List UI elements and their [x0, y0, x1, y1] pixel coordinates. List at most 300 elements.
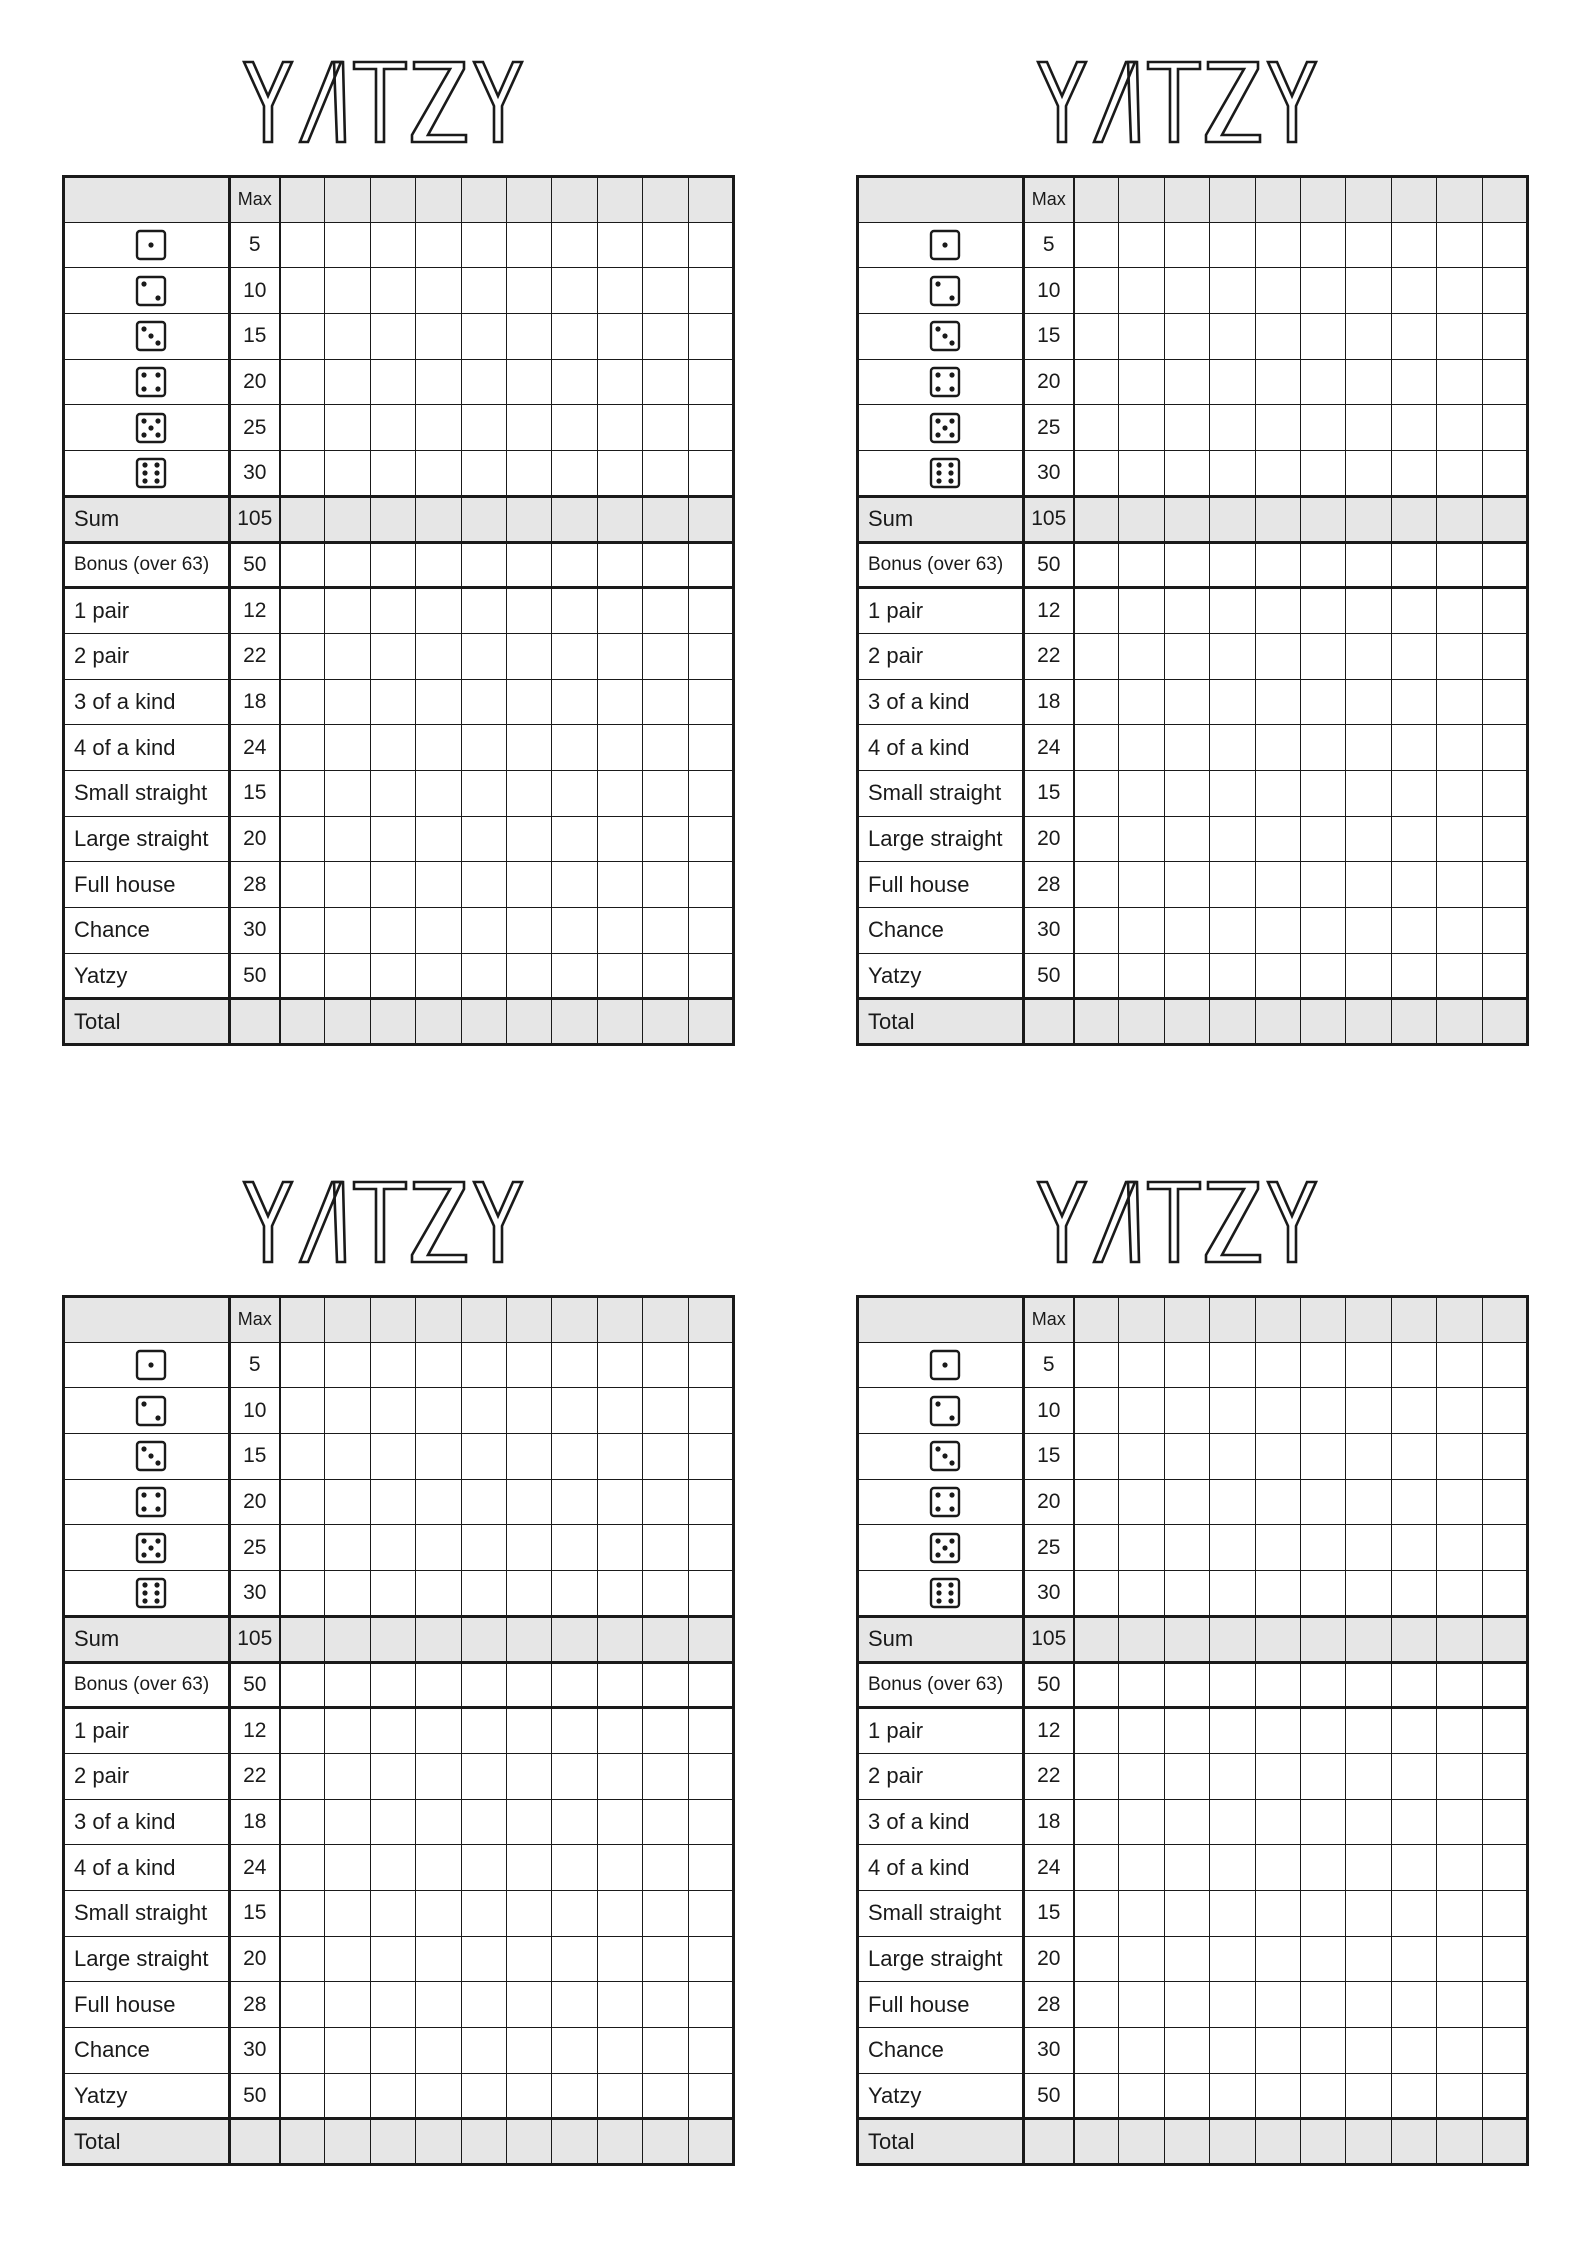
- score-cell[interactable]: [1255, 1708, 1300, 1754]
- score-cell[interactable]: [506, 588, 551, 634]
- score-cell[interactable]: [597, 908, 642, 954]
- score-cell[interactable]: [1164, 1342, 1209, 1388]
- score-cell[interactable]: [643, 862, 688, 908]
- score-cell[interactable]: [1482, 1388, 1527, 1434]
- score-cell[interactable]: [280, 725, 325, 771]
- score-cell[interactable]: [461, 1479, 506, 1525]
- score-cell[interactable]: [1300, 999, 1345, 1045]
- score-cell[interactable]: [597, 359, 642, 405]
- score-cell[interactable]: [416, 1982, 461, 2028]
- score-cell[interactable]: [597, 1616, 642, 1662]
- score-cell[interactable]: [1437, 314, 1482, 360]
- score-cell[interactable]: [1346, 1297, 1391, 1343]
- score-cell[interactable]: [1437, 862, 1482, 908]
- score-cell[interactable]: [325, 1799, 370, 1845]
- score-cell[interactable]: [597, 1662, 642, 1708]
- score-cell[interactable]: [688, 496, 733, 542]
- score-cell[interactable]: [1119, 770, 1164, 816]
- score-cell[interactable]: [1300, 2028, 1345, 2074]
- score-cell[interactable]: [1437, 1434, 1482, 1480]
- score-cell[interactable]: [1437, 222, 1482, 268]
- score-cell[interactable]: [1300, 1342, 1345, 1388]
- score-cell[interactable]: [1482, 633, 1527, 679]
- score-cell[interactable]: [370, 908, 415, 954]
- score-cell[interactable]: [1119, 268, 1164, 314]
- score-cell[interactable]: [325, 1342, 370, 1388]
- score-cell[interactable]: [597, 542, 642, 588]
- score-cell[interactable]: [1164, 1662, 1209, 1708]
- score-cell[interactable]: [461, 1434, 506, 1480]
- score-cell[interactable]: [1300, 542, 1345, 588]
- score-cell[interactable]: [416, 999, 461, 1045]
- score-cell[interactable]: [280, 496, 325, 542]
- score-cell[interactable]: [1391, 588, 1436, 634]
- score-cell[interactable]: [1437, 542, 1482, 588]
- score-cell[interactable]: [1300, 268, 1345, 314]
- score-cell[interactable]: [1074, 314, 1119, 360]
- score-cell[interactable]: [506, 1434, 551, 1480]
- score-cell[interactable]: [1391, 1479, 1436, 1525]
- score-cell[interactable]: [325, 314, 370, 360]
- score-cell[interactable]: [325, 2028, 370, 2074]
- score-cell[interactable]: [1300, 1434, 1345, 1480]
- score-cell[interactable]: [552, 314, 597, 360]
- score-cell[interactable]: [1346, 542, 1391, 588]
- score-cell[interactable]: [1119, 725, 1164, 771]
- score-cell[interactable]: [416, 588, 461, 634]
- score-cell[interactable]: [597, 451, 642, 497]
- score-cell[interactable]: [1255, 1616, 1300, 1662]
- score-cell[interactable]: [1164, 451, 1209, 497]
- score-cell[interactable]: [1300, 2073, 1345, 2119]
- score-cell[interactable]: [1074, 2028, 1119, 2074]
- score-cell[interactable]: [1346, 1388, 1391, 1434]
- score-cell[interactable]: [1074, 222, 1119, 268]
- score-cell[interactable]: [597, 222, 642, 268]
- score-cell[interactable]: [688, 1525, 733, 1571]
- score-cell[interactable]: [1482, 1753, 1527, 1799]
- score-cell[interactable]: [1391, 679, 1436, 725]
- score-cell[interactable]: [325, 268, 370, 314]
- score-cell[interactable]: [370, 359, 415, 405]
- score-cell[interactable]: [1074, 359, 1119, 405]
- score-cell[interactable]: [280, 2028, 325, 2074]
- score-cell[interactable]: [597, 268, 642, 314]
- score-cell[interactable]: [370, 1845, 415, 1891]
- score-cell[interactable]: [325, 1708, 370, 1754]
- score-cell[interactable]: [1391, 1297, 1436, 1343]
- score-cell[interactable]: [461, 679, 506, 725]
- score-cell[interactable]: [325, 2119, 370, 2165]
- score-cell[interactable]: [1255, 908, 1300, 954]
- score-cell[interactable]: [325, 542, 370, 588]
- score-cell[interactable]: [552, 1845, 597, 1891]
- score-cell[interactable]: [416, 1297, 461, 1343]
- score-cell[interactable]: [1437, 908, 1482, 954]
- score-cell[interactable]: [1164, 496, 1209, 542]
- score-cell[interactable]: [506, 268, 551, 314]
- score-cell[interactable]: [1300, 222, 1345, 268]
- score-cell[interactable]: [461, 908, 506, 954]
- score-cell[interactable]: [1391, 222, 1436, 268]
- score-cell[interactable]: [552, 542, 597, 588]
- score-cell[interactable]: [1119, 908, 1164, 954]
- score-cell[interactable]: [1119, 1982, 1164, 2028]
- score-cell[interactable]: [416, 359, 461, 405]
- score-cell[interactable]: [1482, 679, 1527, 725]
- score-cell[interactable]: [1346, 679, 1391, 725]
- score-cell[interactable]: [370, 999, 415, 1045]
- score-cell[interactable]: [1074, 268, 1119, 314]
- score-cell[interactable]: [416, 1342, 461, 1388]
- score-cell[interactable]: [1074, 1753, 1119, 1799]
- score-cell[interactable]: [552, 1571, 597, 1617]
- score-cell[interactable]: [370, 496, 415, 542]
- score-cell[interactable]: [325, 1297, 370, 1343]
- score-cell[interactable]: [643, 1297, 688, 1343]
- score-cell[interactable]: [1300, 359, 1345, 405]
- score-cell[interactable]: [416, 496, 461, 542]
- score-cell[interactable]: [416, 1936, 461, 1982]
- score-cell[interactable]: [325, 1434, 370, 1480]
- score-cell[interactable]: [1210, 222, 1255, 268]
- score-cell[interactable]: [461, 177, 506, 223]
- score-cell[interactable]: [1437, 496, 1482, 542]
- score-cell[interactable]: [552, 2119, 597, 2165]
- score-cell[interactable]: [1482, 1297, 1527, 1343]
- score-cell[interactable]: [416, 314, 461, 360]
- score-cell[interactable]: [1074, 999, 1119, 1045]
- score-cell[interactable]: [1164, 2119, 1209, 2165]
- score-cell[interactable]: [1300, 770, 1345, 816]
- score-cell[interactable]: [280, 2073, 325, 2119]
- score-cell[interactable]: [325, 2073, 370, 2119]
- score-cell[interactable]: [416, 1571, 461, 1617]
- score-cell[interactable]: [597, 1936, 642, 1982]
- score-cell[interactable]: [280, 999, 325, 1045]
- score-cell[interactable]: [597, 177, 642, 223]
- score-cell[interactable]: [506, 1662, 551, 1708]
- score-cell[interactable]: [597, 816, 642, 862]
- score-cell[interactable]: [1391, 816, 1436, 862]
- score-cell[interactable]: [1255, 1525, 1300, 1571]
- score-cell[interactable]: [280, 1799, 325, 1845]
- score-cell[interactable]: [1255, 496, 1300, 542]
- score-cell[interactable]: [1346, 1616, 1391, 1662]
- score-cell[interactable]: [1210, 1525, 1255, 1571]
- score-cell[interactable]: [643, 999, 688, 1045]
- score-cell[interactable]: [1437, 1616, 1482, 1662]
- score-cell[interactable]: [1164, 2073, 1209, 2119]
- score-cell[interactable]: [1119, 314, 1164, 360]
- score-cell[interactable]: [1164, 359, 1209, 405]
- score-cell[interactable]: [1164, 1479, 1209, 1525]
- score-cell[interactable]: [1164, 679, 1209, 725]
- score-cell[interactable]: [506, 1982, 551, 2028]
- score-cell[interactable]: [552, 1799, 597, 1845]
- score-cell[interactable]: [1119, 862, 1164, 908]
- score-cell[interactable]: [461, 1342, 506, 1388]
- score-cell[interactable]: [1437, 1845, 1482, 1891]
- score-cell[interactable]: [1164, 1388, 1209, 1434]
- score-cell[interactable]: [1346, 1708, 1391, 1754]
- score-cell[interactable]: [1074, 1479, 1119, 1525]
- score-cell[interactable]: [1210, 633, 1255, 679]
- score-cell[interactable]: [643, 1525, 688, 1571]
- score-cell[interactable]: [1482, 770, 1527, 816]
- score-cell[interactable]: [597, 679, 642, 725]
- score-cell[interactable]: [416, 816, 461, 862]
- score-cell[interactable]: [325, 1982, 370, 2028]
- score-cell[interactable]: [461, 1571, 506, 1617]
- score-cell[interactable]: [1164, 1434, 1209, 1480]
- score-cell[interactable]: [643, 1890, 688, 1936]
- score-cell[interactable]: [1074, 770, 1119, 816]
- score-cell[interactable]: [1482, 359, 1527, 405]
- score-cell[interactable]: [643, 222, 688, 268]
- score-cell[interactable]: [1300, 1297, 1345, 1343]
- score-cell[interactable]: [552, 1708, 597, 1754]
- score-cell[interactable]: [552, 1434, 597, 1480]
- score-cell[interactable]: [688, 268, 733, 314]
- score-cell[interactable]: [688, 1342, 733, 1388]
- score-cell[interactable]: [1119, 1388, 1164, 1434]
- score-cell[interactable]: [1300, 1662, 1345, 1708]
- score-cell[interactable]: [461, 1297, 506, 1343]
- score-cell[interactable]: [280, 1982, 325, 2028]
- score-cell[interactable]: [1437, 1890, 1482, 1936]
- score-cell[interactable]: [1119, 542, 1164, 588]
- score-cell[interactable]: [1391, 953, 1436, 999]
- score-cell[interactable]: [1300, 1571, 1345, 1617]
- score-cell[interactable]: [1346, 1753, 1391, 1799]
- score-cell[interactable]: [688, 1982, 733, 2028]
- score-cell[interactable]: [280, 908, 325, 954]
- score-cell[interactable]: [643, 268, 688, 314]
- score-cell[interactable]: [597, 1799, 642, 1845]
- score-cell[interactable]: [325, 451, 370, 497]
- score-cell[interactable]: [461, 588, 506, 634]
- score-cell[interactable]: [461, 862, 506, 908]
- score-cell[interactable]: [1391, 1388, 1436, 1434]
- score-cell[interactable]: [1437, 953, 1482, 999]
- score-cell[interactable]: [552, 2028, 597, 2074]
- score-cell[interactable]: [461, 359, 506, 405]
- score-cell[interactable]: [1391, 177, 1436, 223]
- score-cell[interactable]: [1391, 1982, 1436, 2028]
- score-cell[interactable]: [1482, 222, 1527, 268]
- score-cell[interactable]: [1300, 679, 1345, 725]
- score-cell[interactable]: [370, 1479, 415, 1525]
- score-cell[interactable]: [1437, 1982, 1482, 2028]
- score-cell[interactable]: [552, 359, 597, 405]
- score-cell[interactable]: [1437, 1708, 1482, 1754]
- score-cell[interactable]: [643, 1662, 688, 1708]
- score-cell[interactable]: [280, 953, 325, 999]
- score-cell[interactable]: [325, 1479, 370, 1525]
- score-cell[interactable]: [1437, 177, 1482, 223]
- score-cell[interactable]: [506, 1525, 551, 1571]
- score-cell[interactable]: [370, 405, 415, 451]
- score-cell[interactable]: [1119, 1799, 1164, 1845]
- score-cell[interactable]: [688, 1890, 733, 1936]
- score-cell[interactable]: [1255, 1936, 1300, 1982]
- score-cell[interactable]: [643, 451, 688, 497]
- score-cell[interactable]: [1119, 1890, 1164, 1936]
- score-cell[interactable]: [416, 222, 461, 268]
- score-cell[interactable]: [370, 1616, 415, 1662]
- score-cell[interactable]: [1437, 268, 1482, 314]
- score-cell[interactable]: [597, 1434, 642, 1480]
- score-cell[interactable]: [1346, 1342, 1391, 1388]
- score-cell[interactable]: [1210, 1297, 1255, 1343]
- score-cell[interactable]: [325, 908, 370, 954]
- score-cell[interactable]: [1482, 1845, 1527, 1891]
- score-cell[interactable]: [688, 1297, 733, 1343]
- score-cell[interactable]: [552, 770, 597, 816]
- score-cell[interactable]: [506, 177, 551, 223]
- score-cell[interactable]: [506, 2073, 551, 2119]
- score-cell[interactable]: [688, 359, 733, 405]
- score-cell[interactable]: [552, 953, 597, 999]
- score-cell[interactable]: [461, 222, 506, 268]
- score-cell[interactable]: [597, 2073, 642, 2119]
- score-cell[interactable]: [461, 999, 506, 1045]
- score-cell[interactable]: [1164, 1297, 1209, 1343]
- score-cell[interactable]: [1210, 588, 1255, 634]
- score-cell[interactable]: [1346, 1845, 1391, 1891]
- score-cell[interactable]: [597, 1845, 642, 1891]
- score-cell[interactable]: [280, 770, 325, 816]
- score-cell[interactable]: [688, 177, 733, 223]
- score-cell[interactable]: [506, 862, 551, 908]
- score-cell[interactable]: [1437, 725, 1482, 771]
- score-cell[interactable]: [1210, 679, 1255, 725]
- score-cell[interactable]: [1119, 1845, 1164, 1891]
- score-cell[interactable]: [1346, 496, 1391, 542]
- score-cell[interactable]: [325, 588, 370, 634]
- score-cell[interactable]: [552, 177, 597, 223]
- score-cell[interactable]: [688, 725, 733, 771]
- score-cell[interactable]: [325, 725, 370, 771]
- score-cell[interactable]: [1164, 725, 1209, 771]
- score-cell[interactable]: [1210, 2119, 1255, 2165]
- score-cell[interactable]: [643, 314, 688, 360]
- score-cell[interactable]: [1074, 1388, 1119, 1434]
- score-cell[interactable]: [506, 542, 551, 588]
- score-cell[interactable]: [1437, 405, 1482, 451]
- score-cell[interactable]: [1074, 1799, 1119, 1845]
- score-cell[interactable]: [1074, 496, 1119, 542]
- score-cell[interactable]: [325, 405, 370, 451]
- score-cell[interactable]: [325, 862, 370, 908]
- score-cell[interactable]: [370, 816, 415, 862]
- score-cell[interactable]: [688, 588, 733, 634]
- score-cell[interactable]: [416, 177, 461, 223]
- score-cell[interactable]: [280, 451, 325, 497]
- score-cell[interactable]: [643, 496, 688, 542]
- score-cell[interactable]: [1346, 1982, 1391, 2028]
- score-cell[interactable]: [461, 2028, 506, 2074]
- score-cell[interactable]: [1119, 177, 1164, 223]
- score-cell[interactable]: [1119, 1479, 1164, 1525]
- score-cell[interactable]: [643, 1434, 688, 1480]
- score-cell[interactable]: [1391, 1616, 1436, 1662]
- score-cell[interactable]: [1391, 542, 1436, 588]
- score-cell[interactable]: [1300, 1890, 1345, 1936]
- score-cell[interactable]: [461, 1982, 506, 2028]
- score-cell[interactable]: [280, 1297, 325, 1343]
- score-cell[interactable]: [643, 1616, 688, 1662]
- score-cell[interactable]: [643, 542, 688, 588]
- score-cell[interactable]: [1119, 1616, 1164, 1662]
- score-cell[interactable]: [643, 1753, 688, 1799]
- score-cell[interactable]: [1210, 1799, 1255, 1845]
- score-cell[interactable]: [597, 314, 642, 360]
- score-cell[interactable]: [506, 1753, 551, 1799]
- score-cell[interactable]: [1391, 1936, 1436, 1982]
- score-cell[interactable]: [370, 1708, 415, 1754]
- score-cell[interactable]: [506, 1890, 551, 1936]
- score-cell[interactable]: [1437, 1525, 1482, 1571]
- score-cell[interactable]: [1074, 542, 1119, 588]
- score-cell[interactable]: [1346, 588, 1391, 634]
- score-cell[interactable]: [370, 1571, 415, 1617]
- score-cell[interactable]: [1255, 451, 1300, 497]
- score-cell[interactable]: [643, 816, 688, 862]
- score-cell[interactable]: [1482, 862, 1527, 908]
- score-cell[interactable]: [597, 588, 642, 634]
- score-cell[interactable]: [370, 770, 415, 816]
- score-cell[interactable]: [1164, 1708, 1209, 1754]
- score-cell[interactable]: [688, 1571, 733, 1617]
- score-cell[interactable]: [506, 405, 551, 451]
- score-cell[interactable]: [643, 588, 688, 634]
- score-cell[interactable]: [1164, 405, 1209, 451]
- score-cell[interactable]: [1255, 1571, 1300, 1617]
- score-cell[interactable]: [461, 1525, 506, 1571]
- score-cell[interactable]: [1164, 542, 1209, 588]
- score-cell[interactable]: [1210, 177, 1255, 223]
- score-cell[interactable]: [1300, 1845, 1345, 1891]
- score-cell[interactable]: [280, 588, 325, 634]
- score-cell[interactable]: [1210, 1662, 1255, 1708]
- score-cell[interactable]: [1391, 1890, 1436, 1936]
- score-cell[interactable]: [1391, 451, 1436, 497]
- score-cell[interactable]: [597, 1342, 642, 1388]
- score-cell[interactable]: [1210, 1616, 1255, 1662]
- score-cell[interactable]: [416, 1845, 461, 1891]
- score-cell[interactable]: [597, 2028, 642, 2074]
- score-cell[interactable]: [1074, 1936, 1119, 1982]
- score-cell[interactable]: [688, 2119, 733, 2165]
- score-cell[interactable]: [1391, 725, 1436, 771]
- score-cell[interactable]: [1346, 1525, 1391, 1571]
- score-cell[interactable]: [1346, 405, 1391, 451]
- score-cell[interactable]: [1074, 1297, 1119, 1343]
- score-cell[interactable]: [1210, 908, 1255, 954]
- score-cell[interactable]: [1119, 588, 1164, 634]
- score-cell[interactable]: [1391, 633, 1436, 679]
- score-cell[interactable]: [1074, 1708, 1119, 1754]
- score-cell[interactable]: [1300, 1936, 1345, 1982]
- score-cell[interactable]: [688, 1799, 733, 1845]
- score-cell[interactable]: [325, 1845, 370, 1891]
- score-cell[interactable]: [1255, 1799, 1300, 1845]
- score-cell[interactable]: [1164, 1799, 1209, 1845]
- score-cell[interactable]: [461, 1845, 506, 1891]
- score-cell[interactable]: [1437, 816, 1482, 862]
